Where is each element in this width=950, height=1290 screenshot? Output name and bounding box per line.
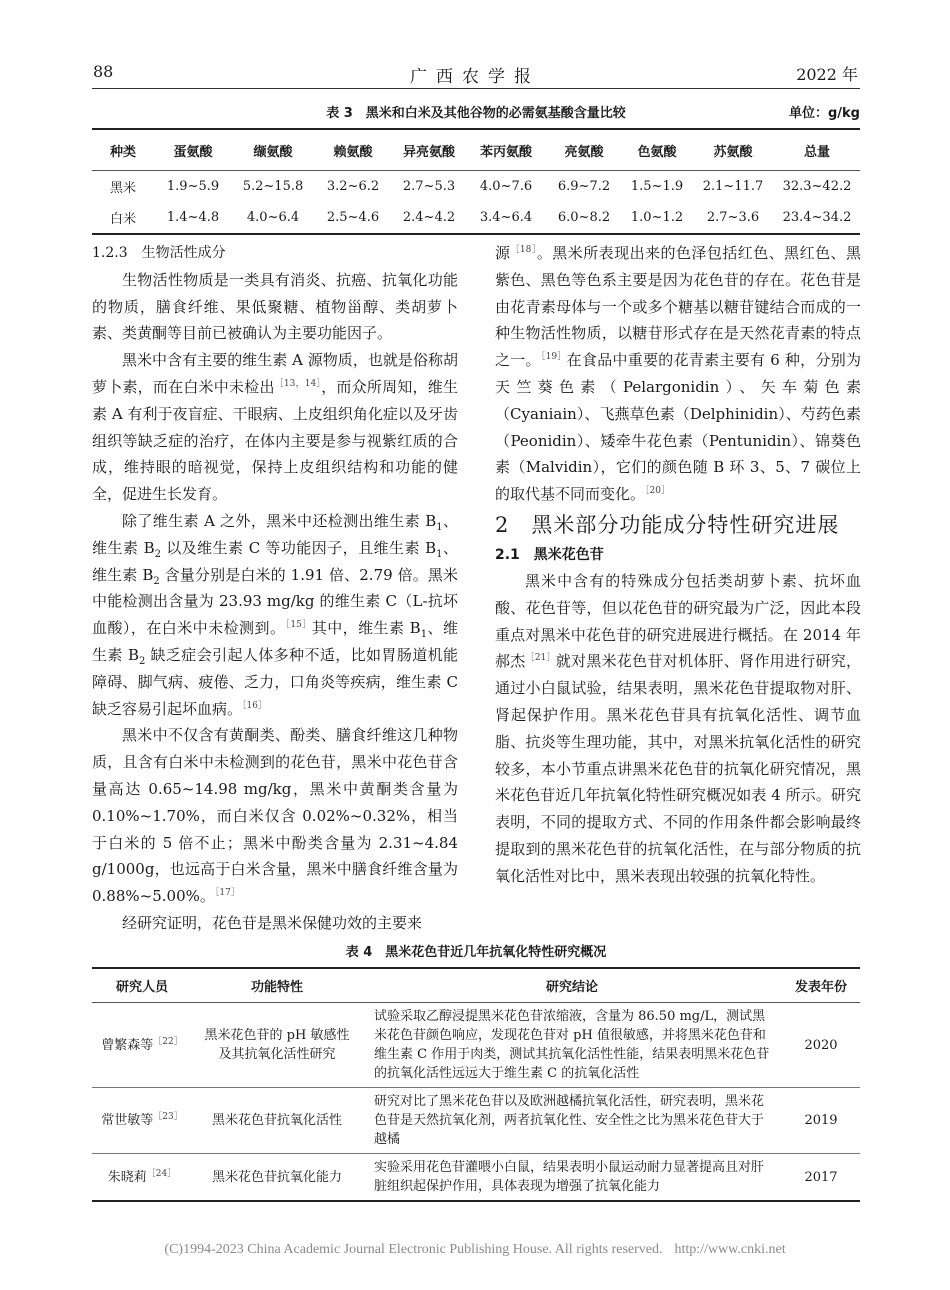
researcher-cell: 常世敏等$^{[23]}$ — [101, 1112, 183, 1128]
year-cell: 2019 — [804, 1113, 838, 1128]
table3-cell: 2.7~3.6 — [706, 210, 760, 225]
table4 — [92, 967, 860, 1202]
feature-cell: 黑米花色苷抗氧化活性 — [211, 1113, 342, 1128]
table3-cell: 2.7~5.3 — [402, 179, 456, 194]
paragraph: 生物活性物质是一类具有消炎、抗癌、抗氧化功能的物质，膳食纤维、果低聚糖、植物甾醇、类胡萝卜素、类黄酮等目前已被确认为主要功能因子。 — [92, 270, 458, 343]
table3-header-cell: 缬氨酸 — [253, 144, 293, 160]
citation[interactable]: ［16］ — [242, 700, 267, 711]
table3-cell: 2.4~4.2 — [402, 210, 456, 225]
citation[interactable]: ［23］ — [153, 1112, 183, 1122]
table3-cell: 1.5~1.9 — [630, 179, 684, 194]
table3-cell: 3.4~6.4 — [479, 210, 533, 225]
table3-cell: 6.9~7.2 — [557, 179, 611, 194]
table3-cell: 1.9~5.9 — [166, 179, 220, 194]
section-heading-1-2-3: 1.2.3 生物活性成分 — [92, 245, 226, 261]
copyright-footer — [0, 1242, 950, 1258]
table4-header-cell: 研究结论 — [545, 980, 598, 995]
table3-cell: 2.5~4.6 — [326, 210, 380, 225]
table3-header-cell: 总量 — [803, 144, 830, 160]
paragraph: 黑米中含有的特殊成分包括类胡萝卜素、抗坏血酸、花色苷等，但以花色苷的研究最为广泛，因此本段重点对黑米中花色苷的研究进展进行概括。在 2014 年郝杰$^{[21]}$就对黑米花色苷对机体肝、肾作用进行研究，通过小白鼠试验，结果表明，黑米花色苷提取物对肝、肾起保护作用。黑米花色苷具有抗氧化活性、调节血脂、抗炎等生理功能，其中，对黑米抗氧化活性的研究较多，本小节重点讲黑米花色苷的抗氧化研究情况，黑米花色苷近几年抗氧化特性研究概况如表 4 所示。研究表明，不同的提取方式、不同的作用条件都会影响最终提取到的黑米花色苷的抗氧化活性，在与部分物质的抗氧化活性对比中，黑米表现出较强的抗氧化特性。 — [495, 571, 861, 885]
table3-header-cell: 苏氨酸 — [713, 144, 753, 160]
section-heading-2: 2 黑米部分功能成分特性研究进展 — [495, 512, 840, 537]
table3-cell: 3.2~6.2 — [326, 179, 380, 194]
table3-cell: 1.0~1.2 — [630, 210, 684, 225]
table3-cell: 6.0~8.2 — [557, 210, 611, 225]
paragraph: 黑米中含有主要的维生素 A 源物质，也就是俗称胡萝卜素，而在白米中未检出$^{[13,14]}$，而众所周知，维生素 A 有利于夜盲症、干眼病、上皮组织角化症以及牙齿组织等缺乏症的治疗，在体内主要是参与视紫红质的合成，维持眼的暗视觉，保持上皮组织结构和功能的健全，促进生长发育。 — [92, 351, 458, 504]
table3-cell: 白米 — [109, 212, 136, 227]
left-column — [92, 240, 458, 937]
citation[interactable]: ［18］ — [510, 245, 537, 255]
table3-header-cell: 色氨酸 — [637, 144, 677, 160]
citation[interactable]: ［19］ — [540, 352, 567, 363]
cnki-link[interactable]: http://www.cnki.net — [674, 1242, 786, 1257]
table-row — [92, 1088, 860, 1154]
citation[interactable]: ［17］ — [214, 888, 240, 899]
table4-header-cell: 发表年份 — [794, 980, 847, 995]
table3-header-cell: 异亮氨酸 — [402, 144, 455, 160]
researcher-cell: 朱晓莉$^{[24]}$ — [107, 1168, 177, 1185]
table3-cell: 4.0~6.4 — [246, 210, 300, 225]
citation[interactable]: ［24］ — [146, 1168, 177, 1179]
right-column — [495, 240, 861, 890]
table3-header-row — [92, 129, 860, 171]
section-heading-2-1: 2.1 黑米花色苷 — [495, 546, 604, 563]
paragraph: 源$^{[18]}$。黑米所表现出来的色泽包括红色、黑红色、黑紫色、黑色等色系主要是因为花色苷的存在。花色苷是由花青素母体与一个或多个糖基以糖苷键结合而成的一种生物活性物质，以糖苷形式存在是天然花青素的特点之一。$^{[19]}$在食品中重要的花青素主要有 6 种，分别为天竺葵色素（Pelargonidin）、矢车菊色素（Cyaniain）、飞燕草色素（Delphinidin）、芍药色素（Peonidin）、矮牵牛花色素（Pentunidin）、锦葵色素（Malvidin），它们的颜色随 B 环 3、5、7 碳位上的取代基不同而变化。$^{[20]}$ — [495, 244, 861, 504]
conclusion-cell: 实验采用花色苷灌喂小白鼠，结果表明小鼠运动耐力显著提高且对肝脏组织起保护作用，具体表现为增强了抗氧化能力 — [374, 1160, 765, 1194]
table3-header-cell: 苯丙氨酸 — [479, 144, 532, 160]
paragraph: 经研究证明，花色苷是黑米保健功效的主要来 — [122, 913, 423, 932]
conclusion-cell: 研究对比了黑米花色苷以及欧洲越橘抗氧化活性，研究表明，黑米花色苷是天然抗氧化剂，两者抗氧化性、安全性之比为黑米花色苷大于越橘 — [374, 1094, 765, 1147]
table3-header-cell: 蛋氨酸 — [173, 144, 213, 160]
citation[interactable]: ［15］ — [285, 620, 312, 631]
table3-header-cell: 赖氨酸 — [333, 144, 373, 160]
table3-cell: 5.2~15.8 — [242, 179, 304, 194]
citation[interactable]: ［22］ — [153, 1036, 183, 1047]
table3-header-cell: 种类 — [109, 144, 136, 160]
citation[interactable]: ［20］ — [645, 486, 670, 497]
year-cell: 2020 — [804, 1037, 838, 1053]
table4-header-row — [92, 968, 860, 1003]
table3-caption: 表 3 黑米和白米及其他谷物的必需氨基酸含量比较 — [326, 106, 626, 121]
researcher-cell: 曾繁森等$^{[22]}$ — [101, 1036, 183, 1053]
citation[interactable]: ［13，14］ — [274, 378, 322, 389]
feature-cell: 黑米花色苷抗氧化能力 — [211, 1169, 342, 1185]
page-number: 88 — [93, 62, 114, 81]
table3-cell: 4.0~7.6 — [479, 179, 533, 194]
table3-cell: 32.3~42.2 — [782, 179, 852, 194]
table4-header-cell: 研究人员 — [115, 980, 168, 995]
table3-cell: 23.4~34.2 — [782, 210, 852, 225]
paragraph: 黑米中不仅含有黄酮类、酚类、膳食纤维这几种物质，且含有白米中未检测到的花色苷，黑米中花色苷含量高达 0.65~14.98 mg/kg，黑米中黄酮类含量为 0.10%~1.70%，而白米仅含 0.02%~0.32%，相当于白米的 5 倍不止；黑米中酚类含量为 2.31~4.84 g/1000g，也远高于白米含量，黑米中膳食纤维含量为 0.88%~5.00%。$^{[17]}$ — [92, 726, 458, 906]
table-row — [92, 171, 860, 203]
table3-cell: 2.1~11.7 — [702, 179, 764, 194]
table4-header-cell: 功能特性 — [250, 980, 303, 995]
table3-unit: 单位：g/kg — [788, 106, 860, 121]
publication-year: 2022 年 — [796, 65, 858, 84]
paragraph: 除了维生素 A 之外，黑米中还检测出维生素 $B_1$、维生素 $B_2$ 以及维生素 C 等功能因子，且维生素 $B_1$、维生素 $B_2$ 含量分别是白米的 1.91 倍、2.79 倍。黑米中能检测出含量为 23.93 mg/kg 的维生素 C（L-抗坏血酸），在白米中未检测到。$^{[15]}$其中，维生素 $B_1$、维生素 $B_2$ 缺乏症会引起人体多种不适，比如胃肠道机能障碍、脚气病、疲倦、乏力，口角炎等疾病，维生素 C 缺乏容易引起坏血病。$^{[16]}$ — [92, 511, 458, 718]
header-rule — [92, 88, 860, 89]
table3-cell: 1.4~4.8 — [166, 210, 220, 225]
copyright-text: (C)1994-2023 China Academic Journal Electronic Publishing House. All rights reserved. — [164, 1242, 663, 1257]
table3-header-cell: 亮氨酸 — [564, 144, 604, 160]
citation[interactable]: ［21］ — [525, 653, 556, 664]
table3 — [92, 128, 860, 235]
table3-cell: 黑米 — [109, 181, 136, 196]
journal-title: 广西农学报 — [410, 67, 540, 87]
table4-caption: 表 4 黑米花色苷近几年抗氧化特性研究概况 — [345, 945, 607, 960]
table-row — [92, 202, 860, 234]
feature-cell: 黑米花色苷的 pH 敏感性 及其抗氧化活性研究 — [204, 1028, 350, 1062]
conclusion-cell: 试验采取乙醇浸提黑米花色苷浓缩液，含量为 86.50 mg/L，测试黑米花色苷颜色响应，发现花色苷对 pH 值很敏感，并将黑米花色苷和维生素 C 作用于肉类，测试其抗氧化活性性能，结果表明黑米花色苷的抗氧化活性远远大于维生素 C 的抗氧化活性 — [374, 1009, 770, 1081]
table-row — [92, 1003, 860, 1088]
year-cell: 2017 — [804, 1169, 838, 1185]
table-row — [92, 1154, 860, 1202]
